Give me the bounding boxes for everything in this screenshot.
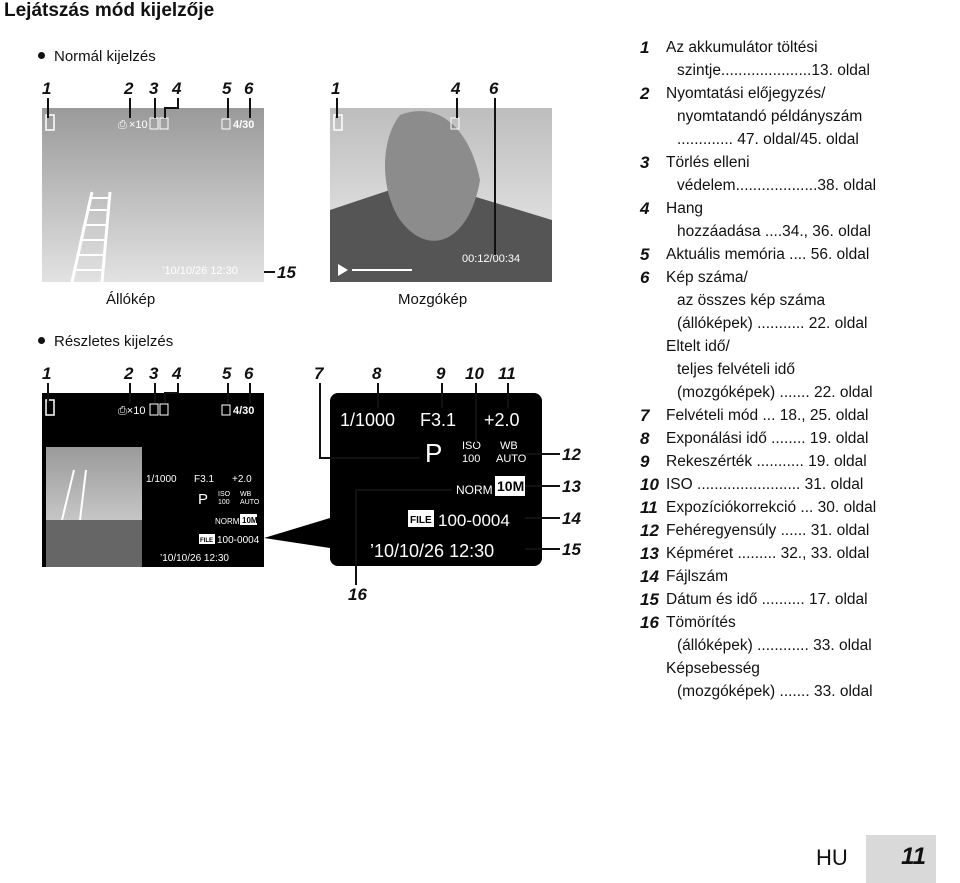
svg-text:’10/10/26 12:30: ’10/10/26 12:30 xyxy=(160,553,229,564)
legend-number: 4 xyxy=(640,199,650,218)
legend-line xyxy=(640,266,960,289)
legend-number: 14 xyxy=(640,567,659,586)
legend-text: Rekeszérték ........... 19. oldal xyxy=(666,453,867,470)
svg-text:2: 2 xyxy=(124,364,134,383)
svg-text:1: 1 xyxy=(42,79,52,98)
svg-text:6: 6 xyxy=(244,79,254,98)
svg-text:WB: WB xyxy=(500,440,518,452)
legend-number: 16 xyxy=(640,613,659,632)
svg-text:12: 12 xyxy=(562,445,581,464)
svg-text:7: 7 xyxy=(314,364,324,383)
legend-number: 2 xyxy=(640,84,650,103)
svg-text:ISO: ISO xyxy=(462,440,481,452)
svg-text:100: 100 xyxy=(218,499,230,506)
svg-text:NORM: NORM xyxy=(456,483,493,497)
legend-text: Expozíciókorrekció ... 30. oldal xyxy=(666,499,877,516)
legend-line xyxy=(640,36,960,59)
svg-text:P: P xyxy=(198,491,209,508)
legend-text: Fájlszám xyxy=(666,568,729,585)
legend-number: 1 xyxy=(640,38,650,57)
legend-line xyxy=(640,611,960,634)
svg-text:ISO: ISO xyxy=(218,491,231,498)
svg-text:AUTO: AUTO xyxy=(240,499,260,506)
legend-line xyxy=(640,565,960,588)
svg-text:1/1000: 1/1000 xyxy=(340,410,396,430)
svg-text:4: 4 xyxy=(451,79,461,98)
svg-text:1: 1 xyxy=(331,79,341,98)
legend-text: Kép száma/ xyxy=(666,269,748,286)
detailed-display-label: Részletes kijelzés xyxy=(38,333,173,350)
legend-text: (mozgóképek) ....... 33. oldal xyxy=(677,683,873,700)
svg-text:10M: 10M xyxy=(242,516,258,525)
legend-number: 12 xyxy=(640,521,659,540)
detail-enlarged xyxy=(330,393,542,566)
svg-text:100-0004: 100-0004 xyxy=(217,535,260,546)
legend-line xyxy=(640,496,960,519)
legend-text: teljes felvételi idő xyxy=(677,361,796,378)
svg-text:9: 9 xyxy=(436,364,446,383)
still-screen xyxy=(42,108,264,282)
legend-line xyxy=(640,105,960,128)
legend-text: Fehéregyensúly ...... 31. oldal xyxy=(666,522,870,539)
legend-text: Törlés elleni xyxy=(666,154,750,171)
legend-text: Képsebesség xyxy=(666,660,760,677)
svg-text:14: 14 xyxy=(562,509,581,528)
svg-text:100: 100 xyxy=(462,453,481,465)
svg-text:15: 15 xyxy=(277,263,296,282)
legend-line xyxy=(640,680,960,703)
svg-text:3: 3 xyxy=(149,364,159,383)
legend-number: 6 xyxy=(640,268,650,287)
svg-text:5: 5 xyxy=(222,79,232,98)
movie-caption: Mozgókép xyxy=(398,291,468,308)
legend-line xyxy=(640,450,960,473)
legend-line xyxy=(640,312,960,335)
svg-text:2: 2 xyxy=(124,79,134,98)
legend-line xyxy=(640,243,960,266)
legend-line xyxy=(640,404,960,427)
svg-text:5: 5 xyxy=(222,364,232,383)
svg-text:4: 4 xyxy=(172,364,182,383)
legend-number: 9 xyxy=(640,452,650,471)
svg-text:F3.1: F3.1 xyxy=(194,474,215,485)
svg-text:4: 4 xyxy=(172,79,182,98)
svg-text:+2.0: +2.0 xyxy=(484,410,520,430)
legend-number: 3 xyxy=(640,153,650,172)
legend-text: Aktuális memória .... 56. oldal xyxy=(666,246,870,263)
legend-text: hozzáadása ....34., 36. oldal xyxy=(677,223,871,240)
legend-line xyxy=(640,358,960,381)
svg-text:15: 15 xyxy=(562,540,581,559)
legend-line xyxy=(640,59,960,82)
print-icon: ⎙ xyxy=(118,119,127,131)
movie-screen xyxy=(330,108,552,282)
svg-text:10M: 10M xyxy=(497,478,525,494)
legend-text: Exponálási idő ........ 19. oldal xyxy=(666,430,869,447)
legend-text: (állóképek) ............ 33. oldal xyxy=(677,637,872,654)
svg-text:11: 11 xyxy=(498,364,516,383)
legend-line xyxy=(640,82,960,105)
legend-text: Eltelt idő/ xyxy=(666,338,730,355)
print-count: ×10 xyxy=(129,119,148,131)
svg-text:FILE: FILE xyxy=(200,538,213,544)
normal-display-label: Normál kijelzés xyxy=(38,48,156,65)
svg-text:NORM: NORM xyxy=(215,517,240,526)
page-number: 11 xyxy=(901,843,926,870)
svg-text:16: 16 xyxy=(348,585,367,604)
legend-number: 11 xyxy=(640,498,658,517)
legend-line xyxy=(640,588,960,611)
svg-text:4/30: 4/30 xyxy=(233,405,255,417)
legend-line xyxy=(640,151,960,174)
legend-line xyxy=(640,427,960,450)
legend-list xyxy=(640,36,960,703)
legend-line xyxy=(640,634,960,657)
svg-text:⎙×10: ⎙×10 xyxy=(118,405,146,417)
legend-text: nyomtatandó példányszám xyxy=(677,108,863,125)
legend-line xyxy=(640,473,960,496)
svg-text:+2.0: +2.0 xyxy=(232,474,252,485)
legend-text: Felvételi mód ... 18., 25. oldal xyxy=(666,407,869,424)
display-illustration xyxy=(0,70,640,610)
legend-text: szintje.....................13. oldal xyxy=(677,62,870,79)
legend-number: 7 xyxy=(640,406,650,425)
svg-text:6: 6 xyxy=(244,364,254,383)
legend-line xyxy=(640,289,960,312)
language-code: HU xyxy=(816,845,848,870)
legend-text: Képméret ......... 32., 33. oldal xyxy=(666,545,870,562)
svg-text:10: 10 xyxy=(465,364,484,383)
legend-text: (mozgóképek) ....... 22. oldal xyxy=(677,384,873,401)
legend-text: Nyomtatási előjegyzés/ xyxy=(666,85,826,102)
svg-text:8: 8 xyxy=(372,364,382,383)
legend-text: Tömörítés xyxy=(666,614,736,631)
svg-text:’10/10/26 12:30: ’10/10/26 12:30 xyxy=(370,541,495,561)
frame-count: 4/30 xyxy=(233,119,255,131)
legend-text: Dátum és idő .......... 17. oldal xyxy=(666,591,868,608)
legend-number: 10 xyxy=(640,475,659,494)
svg-text:WB: WB xyxy=(240,491,252,498)
legend-text: védelem...................38. oldal xyxy=(677,177,877,194)
legend-text: Az akkumulátor töltési xyxy=(666,39,818,56)
page-footer xyxy=(816,835,936,883)
still-image-caption: Állókép xyxy=(106,291,156,308)
svg-text:1/1000: 1/1000 xyxy=(146,474,177,485)
legend-number: 8 xyxy=(640,429,650,448)
svg-text:AUTO: AUTO xyxy=(496,453,527,465)
legend-number: 13 xyxy=(640,544,659,563)
svg-text:13: 13 xyxy=(562,477,581,496)
movie-time: 00:12/00:34 xyxy=(462,253,521,265)
legend-number: 5 xyxy=(640,245,650,264)
svg-text:100-0004: 100-0004 xyxy=(438,511,510,530)
legend-text: (állóképek) ........... 22. oldal xyxy=(677,315,868,332)
legend-text: Hang xyxy=(666,200,704,217)
legend-line xyxy=(640,335,960,358)
svg-text:F3.1: F3.1 xyxy=(420,410,457,430)
legend-line xyxy=(640,220,960,243)
legend-line xyxy=(640,197,960,220)
page-title: Lejátszás mód kijelzője xyxy=(4,0,215,21)
detail-screen xyxy=(42,393,330,567)
legend-line xyxy=(640,128,960,151)
legend-line xyxy=(640,542,960,565)
legend-text: ............. 47. oldal/45. oldal xyxy=(677,131,859,148)
legend-number: 15 xyxy=(640,590,659,609)
legend-line xyxy=(640,519,960,542)
svg-text:FILE: FILE xyxy=(410,515,432,526)
svg-text:3: 3 xyxy=(149,79,159,98)
legend-text: az összes kép száma xyxy=(677,292,826,309)
svg-text:6: 6 xyxy=(489,79,499,98)
legend-text: ISO ........................ 31. oldal xyxy=(666,476,864,493)
svg-text:1: 1 xyxy=(42,364,52,383)
legend-line xyxy=(640,657,960,680)
svg-text:P: P xyxy=(425,438,443,468)
legend-line xyxy=(640,381,960,404)
legend-line xyxy=(640,174,960,197)
still-date-time: ’10/10/26 12:30 xyxy=(162,265,238,277)
